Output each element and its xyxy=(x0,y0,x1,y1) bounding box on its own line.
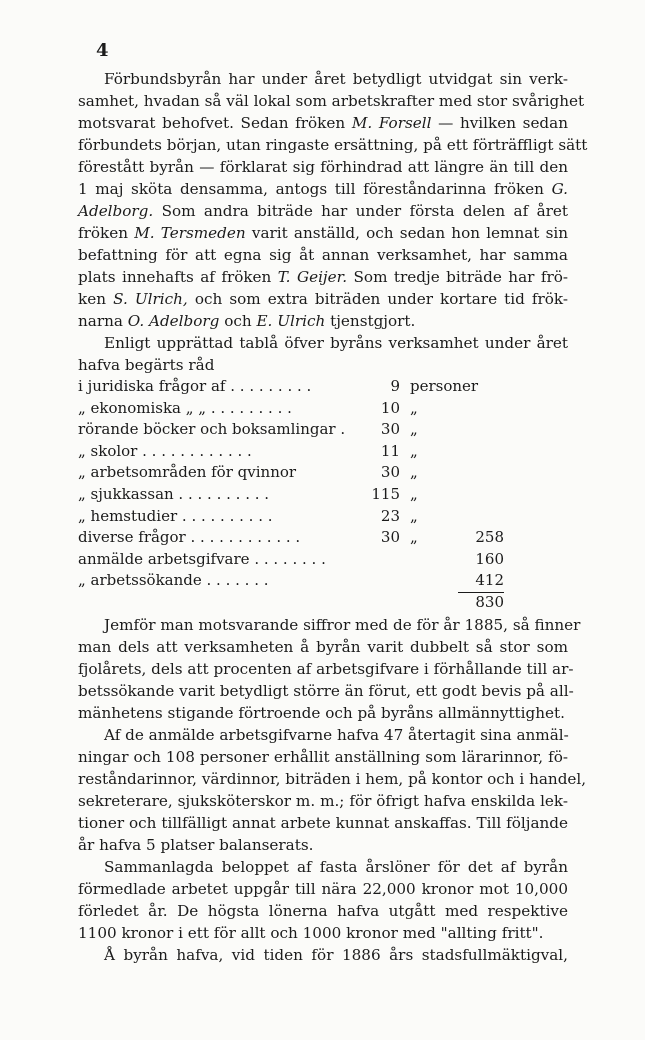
text-line: ningar och 108 personer erhållit anställning som lärarinnor, fö- xyxy=(78,747,568,766)
row-unit: „ xyxy=(410,463,418,482)
table-row xyxy=(78,376,568,398)
person-name: O. Adelborg xyxy=(127,312,220,330)
text-line: förbundets början, utan ringaste ersättning, på ett förträffligt sätt xyxy=(78,136,588,154)
row-label: „ arbetssökande . . . . . . . xyxy=(78,571,269,590)
row-unit: „ xyxy=(410,420,418,439)
row-label: „ arbetsområden för qvinnor xyxy=(78,463,297,482)
text-line: Å byrån hafva, vid tiden för 1886 års stadsfullmäktigval, xyxy=(104,945,568,964)
text-line: Jemför man motsvarande siffror med de för år 1885, så finner xyxy=(104,615,581,634)
row-label: „ hemstudier . . . . . . . . . . xyxy=(78,506,273,525)
text-segment: motsvarat behofvet. Sedan fröken xyxy=(78,114,346,132)
text-line: befattning för att egna sig åt annan verksamhet, har samma xyxy=(78,246,568,264)
text-line xyxy=(78,200,568,222)
text-line: Af de anmälde arbetsgifvarne hafva 47 återtagit sina anmäl- xyxy=(104,725,569,744)
text-segment: narna xyxy=(78,312,123,330)
row-subtotal: 160 xyxy=(475,549,504,568)
row-subtotal: 258 xyxy=(475,528,504,547)
row-count: 9 xyxy=(390,377,400,395)
row-label: i juridiska frågor af . . . . . . . . . xyxy=(78,377,312,395)
row-subtotal: 412 xyxy=(458,570,504,593)
text-line xyxy=(78,266,568,288)
person-name: Adelborg. xyxy=(78,202,154,220)
person-name: M. Forsell xyxy=(351,114,432,132)
table-total-row xyxy=(78,592,568,614)
row-count: 23 xyxy=(380,506,400,525)
row-count: 30 xyxy=(380,528,400,547)
statistics-table xyxy=(78,376,568,614)
text-line: Enligt upprättad tablå öfver byråns verksamhet under året xyxy=(104,334,568,352)
table-row xyxy=(78,419,568,441)
paragraph xyxy=(78,856,568,944)
table-row xyxy=(78,398,568,420)
text-segment: ken xyxy=(78,290,106,308)
row-label: „ skolor . . . . . . . . . . . . xyxy=(78,441,252,460)
table-row xyxy=(78,462,568,484)
row-count: 30 xyxy=(380,420,400,439)
text-line: Förbundsbyrån har under året betydligt utvidgat sin verk- xyxy=(104,70,568,88)
row-count: 11 xyxy=(380,441,400,460)
text-line xyxy=(78,112,568,134)
text-segment: plats innehafts af fröken xyxy=(78,268,272,286)
text-segment: och som extra biträden under kortare tid frök- xyxy=(194,290,569,308)
text-segment: 1 maj sköta densamma, antogs till föreståndarinna fröken xyxy=(78,180,544,198)
paragraph xyxy=(78,332,568,376)
text-line: förledet år. De högsta lönerna hafva utgått med respektive xyxy=(78,901,568,920)
text-segment: tjenstgjort. xyxy=(330,312,416,330)
person-name: S. Ulrich, xyxy=(113,290,188,308)
paragraph xyxy=(78,724,587,856)
text-segment: — hvilken sedan xyxy=(438,114,568,132)
row-count: 10 xyxy=(380,398,400,417)
row-count: 115 xyxy=(371,484,400,503)
text-line: Sammanlagda beloppet af fasta årslöner för det af byrån xyxy=(104,857,568,876)
text-line xyxy=(78,222,568,244)
text-line: sekreterare, sjuksköterskor m. m.; för öfrigt hafva enskilda lek- xyxy=(78,791,568,810)
text-line: betssökande varit betydligt större än förut, ett godt bevis på all- xyxy=(78,681,574,700)
row-count: 30 xyxy=(380,463,400,482)
row-label: diverse frågor . . . . . . . . . . . . xyxy=(78,528,301,547)
text-line: man dels att verksamheten å byrån varit dubbelt så stor som xyxy=(78,637,568,656)
table-row xyxy=(78,441,568,463)
row-unit: „ xyxy=(410,528,418,547)
row-unit: „ xyxy=(410,441,418,460)
text-line: förmedlade arbetet uppgår till nära 22,000 kronor mot 10,000 xyxy=(78,879,568,898)
person-name: M. Tersmeden xyxy=(134,224,246,242)
text-segment: och xyxy=(224,312,252,330)
text-line xyxy=(78,288,568,310)
table-row xyxy=(78,506,568,528)
text-line: förestått byrån — förklarat sig förhindrad att längre än till den xyxy=(78,158,568,176)
row-label: rörande böcker och boksamlingar . xyxy=(78,420,346,439)
text-line: samhet, hvadan så väl lokal som arbetskrafter med stor svårighet xyxy=(78,92,585,110)
text-line: tioner och tillfälligt annat arbete kunnat anskaffas. Till följande xyxy=(78,813,568,832)
page-number: 4 xyxy=(96,40,109,61)
table-row xyxy=(78,570,568,592)
text-line: hafva begärts råd xyxy=(78,356,215,374)
row-label: anmälde arbetsgifvare . . . . . . . . xyxy=(78,549,326,568)
text-segment: Som andra biträde har under första delen af året xyxy=(161,202,568,220)
row-unit: „ xyxy=(410,398,418,417)
paragraph xyxy=(78,944,568,966)
paragraph xyxy=(78,614,581,724)
text-line: 1100 kronor i ett för allt och 1000 kronor med "allting fritt". xyxy=(78,923,544,942)
row-unit: personer xyxy=(410,377,479,395)
table-row xyxy=(78,484,568,506)
person-name: T. Geijer. xyxy=(277,268,348,286)
person-name: E. Ulrich xyxy=(256,312,326,330)
page-body xyxy=(78,68,588,966)
table-total: 830 xyxy=(475,592,504,611)
table-row xyxy=(78,527,568,549)
table-row xyxy=(78,549,568,571)
row-label: „ sjukkassan . . . . . . . . . . xyxy=(78,484,270,503)
row-unit: „ xyxy=(410,506,418,525)
text-line xyxy=(78,310,568,332)
text-segment: varit anställd, och sedan hon lemnat sin xyxy=(251,224,569,242)
paragraph xyxy=(78,68,588,332)
row-unit: „ xyxy=(410,484,418,503)
text-line: reståndarinnor, värdinnor, biträden i hem, på kontor och i handel, xyxy=(78,769,587,788)
person-name: G. xyxy=(551,180,569,198)
text-line: mänhetens stigande förtroende och på byråns allmännyttighet. xyxy=(78,703,565,722)
text-segment: Som tredje biträde har frö- xyxy=(353,268,568,286)
row-label: „ ekonomiska „ „ . . . . . . . . . xyxy=(78,398,292,417)
text-line: fjolårets, dels att procenten af arbetsgifvare i förhållande till ar- xyxy=(78,659,574,678)
text-segment: fröken xyxy=(78,224,128,242)
text-line: år hafva 5 platser balanserats. xyxy=(78,835,314,854)
text-line xyxy=(78,178,568,200)
